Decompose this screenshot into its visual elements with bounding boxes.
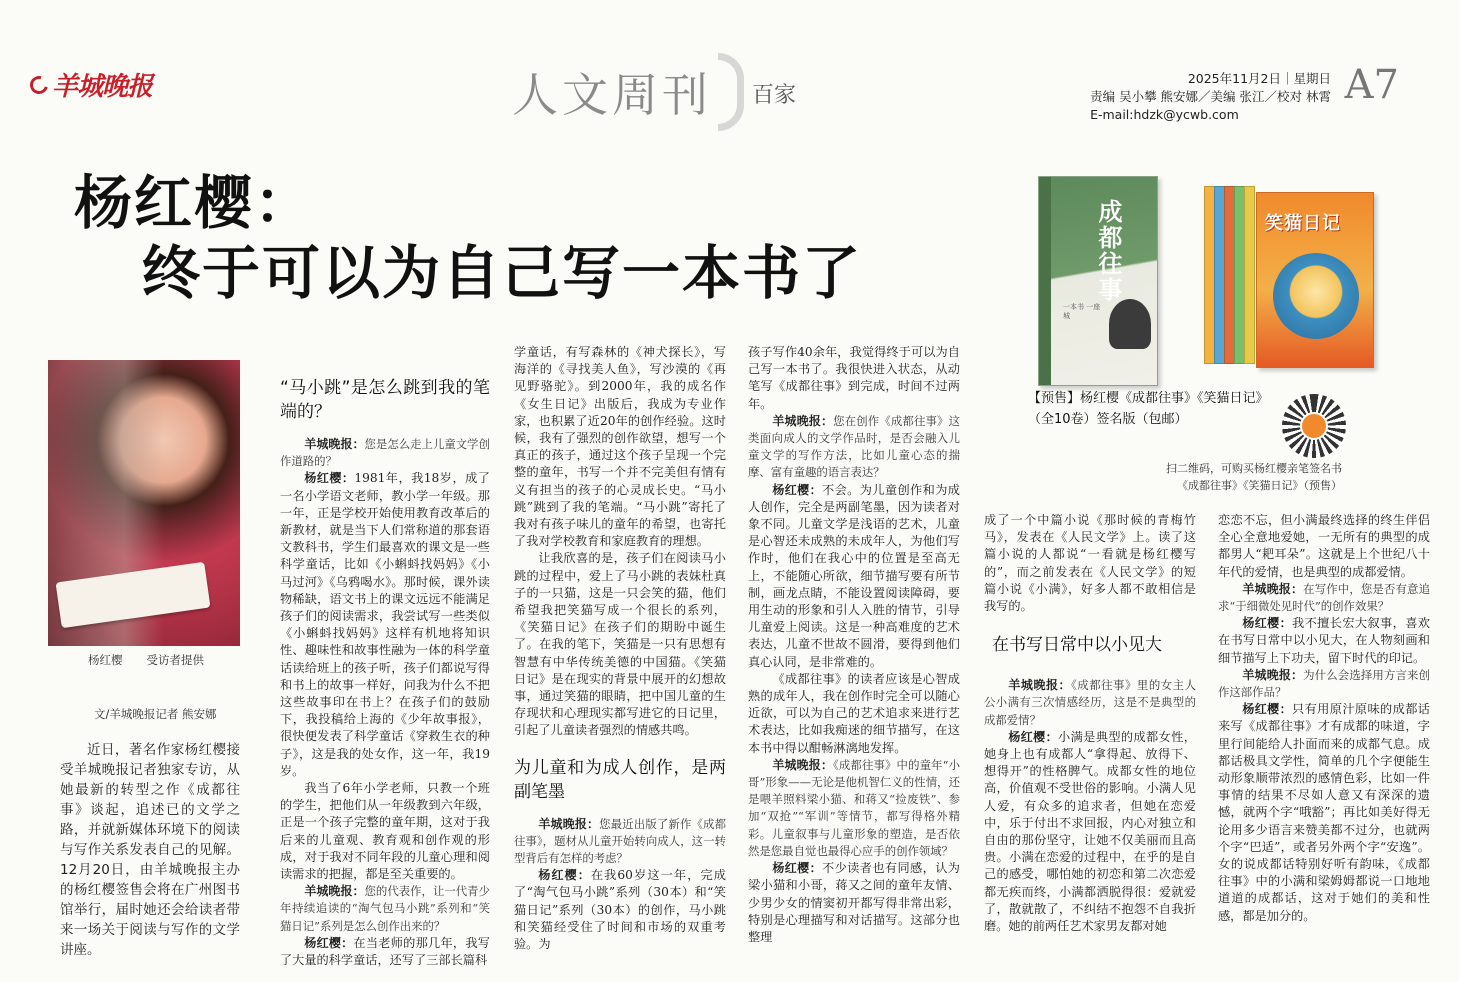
section-subtitle: 百家 xyxy=(752,82,797,108)
book-cover-chengdu xyxy=(1038,176,1158,386)
bracket-ornament-icon xyxy=(718,53,744,131)
presale-promo: 【预售】杨红樱《成都往事》《笑猫日记》（全10卷）签名版（包邮） xyxy=(1028,391,1269,427)
logo-text: 羊城晚报 xyxy=(52,72,153,102)
paragraph: 学童话，有写森林的《神犬探长》，写海洋的《寻找美人鱼》，写沙漠的《再见野骆驼》。到2000年，我的成名作《女生日记》出版后，我成为专业作家，也积累了近20年的创作经验。这时候，我有了强烈的创作欲望，想写一个真正的孩子，通过这个孩子呈现一个完整的童年，书写一个并不完美但有情有义有担当的孩子的心灵成长史。“马小跳”跳到了我的笔端。“马小跳”寄托了我对有孩子味儿的童年的希望，也寄托了我对学校教育和家庭教育的理想。 xyxy=(514,345,726,549)
intro-paragraph: 近日，著名作家杨红樱接受羊城晚报记者独家专访，从她最新的转型之作《成都往事》谈起，追述已的文学之路，并就新媒体环境下的阅读与写作关系发表自己的见解。12月20日，由羊城晚报主办的杨红樱签售会将在广州图书馆举行，届时她还会给读者带来一场关于阅读与写作的文学讲座。 xyxy=(60,742,240,958)
book-cover-xiaomao xyxy=(1256,192,1374,368)
book-title-xiaomao: 笑猫日记 xyxy=(1265,213,1341,234)
book-spine xyxy=(1244,186,1255,364)
question-label: 羊城晚报： xyxy=(304,437,365,451)
qr-logo-icon xyxy=(1300,412,1328,440)
byline: 文/羊城晚报记者 熊安娜 xyxy=(94,707,217,721)
answer-text: 只有用原汁原味的成都话来写《成都往事》才有成都的味道，字里行间能给人扑面而来的成都气息。成都话极具文学性，简单的几个字便能生动形象顺带浓烈的感情色彩，比如一件事情的结果不尽如人意又有深深的遗憾，就两个字“哦豁”；再比如美好得无论用多少语言来赞美都不过分，也就两个字“巴适”，或者另外两个字“安逸”。女的说成都话特别好听有韵味，《成都往事》中的小满和梁姆姆都说一口地地道道的成都话，这对于她们的美和性感，都是加分的。 xyxy=(1218,702,1430,923)
contact-email: E-mail:hdzk@ycwb.com xyxy=(1090,107,1239,122)
answer-text: 我不擅长宏大叙事，喜欢在书写日常中以小见大，在人物刻画和细节描写上下功夫，留下时代的印记。 xyxy=(1218,616,1430,665)
answer-label: 杨红樱： xyxy=(772,861,822,876)
photo-caption-credit: 受访者提供 xyxy=(146,653,204,667)
answer-text: 小满是典型的成都女性，她身上也有成都人“拿得起、放得下、想得开”的性格脾气。成都女性的地位高，价值观不受世俗的影响。小满人见人爱，有众多的追求者，但她在恋爱中，乐于付出不求回报，内心对独立和自由的那份坚守，让她不仅美丽而且高贵。小满在恋爱的过程中，在乎的是自己的感受，哪怕她的初恋和第二次恋爱都无疾而终，小满都洒脱得很：爱就爱了，散就散了，不纠结不抱怨不自我折磨。她的前两任艺术家男友都对她 xyxy=(984,729,1196,934)
question-label: 羊城晚报： xyxy=(1008,678,1072,693)
book-title-chengdu: 成都往事 xyxy=(1094,199,1123,303)
article-column-1 xyxy=(280,366,490,969)
paragraph: 恋恋不忘，但小满最终选择的终生伴侣全心全意地爱她，一无所有的典型的成都男人“耙耳朵”。这就是上个世纪八十年代的爱情，也是典型的成都爱情。 xyxy=(1218,513,1430,579)
answer-label: 杨红樱： xyxy=(1008,729,1058,744)
qr-caption-line-1: 扫二维码，可购买杨红樱亲笔签名书 xyxy=(1166,462,1342,475)
book-set-xiaomao xyxy=(1204,186,1374,376)
cat-illustration-icon xyxy=(1273,253,1359,339)
article-column-3 xyxy=(748,344,960,946)
question-label: 羊城晚报： xyxy=(538,816,600,831)
book-spine xyxy=(1039,177,1051,385)
question-text: 在写作中，您是否有意追求“于细微处见时代”的创作效果？ xyxy=(1218,581,1430,614)
question-text: 您的代表作，让一代青少年持续追读的“淘气包马小跳”系列和“笑猫日记”系列是怎么创作出来的？ xyxy=(280,884,490,933)
answer-label: 杨红樱： xyxy=(304,471,355,486)
editors-line: 责编 吴小攀 熊安娜／美编 张江／校对 林霄 xyxy=(1090,89,1331,104)
page-number: A7 xyxy=(1344,62,1399,108)
question-label: 羊城晚报： xyxy=(304,884,365,899)
qr-caption-line-2: 《成都往事》《笑猫日记》（预售） xyxy=(1177,479,1342,492)
section-heading: “马小跳”是怎么跳到我的笔端的？ xyxy=(280,378,490,422)
answer-text: 不少读者也有同感，认为梁小猫和小哥，蒋又之间的童年友情、少男少女的情窦初开都写得非常出彩，特别是心理描写和对话描写。这部分也整理 xyxy=(748,861,960,944)
paragraph: 我当了6年小学老师，只教一个班的学生，把他们从一年级教到六年级，正是一个孩子完整的童年期，这对于我后来的儿童观、教育观和创作观的形成，对于我对不同年段的儿童心理和阅读需求的把握，都是至关重要的。 xyxy=(280,781,490,882)
section-title: 人文周刊 xyxy=(512,68,712,122)
answer-label: 杨红樱： xyxy=(1242,616,1292,631)
answer-label: 杨红樱： xyxy=(1242,702,1292,717)
book-covers xyxy=(1036,172,1376,394)
section-heading: 为儿童和为成人创作，是两副笔墨 xyxy=(514,757,726,802)
headline-line-2: 终于可以为自己写一本书了 xyxy=(142,239,863,307)
photo-caption-name: 杨红樱 xyxy=(88,653,123,667)
answer-label: 杨红樱： xyxy=(772,482,822,497)
paragraph: 孩子写作40余年，我觉得终于可以为自己写一本书了。我很快进入状态，从动笔写《成都往事》到完成，时间不过两年。 xyxy=(748,345,960,411)
question-label: 羊城晚报： xyxy=(772,757,834,772)
logo-swirl-icon xyxy=(27,72,52,97)
question-label: 羊城晚报： xyxy=(772,413,834,428)
section-masthead xyxy=(512,52,796,132)
book-caption: 一本书 一座城 xyxy=(1063,303,1101,320)
question-text: 为什么会选择用方言来创作这部作品？ xyxy=(1218,667,1430,700)
article-column-2 xyxy=(514,344,726,953)
paragraph: 让我欣喜的是，孩子们在阅读马小跳的过程中，爱上了马小跳的表妹杜真子的一只猫，这是一只会笑的猫，他们希望我把笑猫写成一个很长的系列，《笑猫日记》在孩子们的期盼中诞生了。在我的笔下，笑猫是一只有思想有智慧有中华传统美德的中国猫。《笑猫日记》是在现实的背景中展开的幻想故事，通过笑猫的眼睛，把中国儿童的生存现状和心理现实都写进它的日记里，引起了儿童读者强烈的情感共鸣。 xyxy=(514,551,726,738)
issue-date: 2025年11月2日｜星期日 xyxy=(1187,71,1331,86)
headline-line-1: 杨红樱： xyxy=(74,169,315,237)
question-text: 《成都往事》中的童年“小哥”形象——无论是他机智仁义的性情，还是喂羊照料梁小猫、和蒋又“捡废铁”、参加“双抢”“军训”等情节，都写得格外精彩。儿童叙事与儿童形象的塑造，是否依然是您最自觉也最得心应手的创作领域？ xyxy=(748,757,960,858)
question-text: 您最近出版了新作《成都往事》，题材从儿童开始转向成人，这一转型背后有怎样的考虑？ xyxy=(514,816,726,866)
photo-caption xyxy=(88,652,204,668)
paragraph: 《成都往事》的读者应该是心智成熟的成年人，我在创作时完全可以随心近欲，可以为自己的艺术追求来进行艺术表达，比如我痴迷的细节描写，在这本书中得以酣畅淋漓地发挥。 xyxy=(748,671,960,755)
qr-code-icon[interactable] xyxy=(1282,394,1346,458)
answer-label: 杨红樱： xyxy=(538,868,591,883)
question-text: 您在创作《成都往事》这类面向成人的文学作品时，是否会融入儿童文学的写作方法，比如儿童心态的揣摩、富有童趣的语言表达？ xyxy=(748,413,960,480)
author-photo xyxy=(48,360,240,646)
newspaper-logo xyxy=(30,66,152,103)
issue-info xyxy=(1090,70,1331,124)
answer-label: 杨红樱： xyxy=(304,935,354,950)
author-portrait-icon xyxy=(1109,299,1151,349)
question-text: 您是怎么走上儿童文学创作道路的？ xyxy=(280,437,490,469)
question-text: 《成都往事》里的女主人公小满有三次情感经历，这是不是典型的成都爱情？ xyxy=(984,678,1196,727)
answer-text: 在当老师的那几年，我写了大量的科学童话，还写了三部长篇科 xyxy=(280,935,490,968)
paragraph: 成了一个中篇小说《那时候的青梅竹马》，发表在《人民文学》上。读了这篇小说的人都说“一看就是杨红樱写的”，而之前发表在《人民文学》的短篇小说《小满》，好多人都不敢相信是我写的。 xyxy=(984,513,1196,614)
article-column-5 xyxy=(1218,512,1430,925)
question-label: 羊城晚报： xyxy=(1242,581,1304,596)
article-column-4 xyxy=(984,512,1196,935)
question-label: 羊城晚报： xyxy=(1242,667,1304,682)
answer-text: 1981年，我18岁，成了一名小学语文老师，教小学一年级。那一年，正是学校开始使用教育改革后的新教材，就是当下人们常称道的那套语文教科书，学生们最喜欢的课文是一些科学童话，比如《小蝌蚪找妈妈》《小马过河》《乌鸦喝水》。那时候，课外读物稀缺，语文书上的课文远远不能满足孩子们的阅读需求，我尝试写一些类似《小蝌蚪找妈妈》这样有机地将知识性、趣味性和故事性融为一体的科学童话读给班上的孩子听，孩子们都说写得和书上的故事一样好，问我为什么不把这些故事印在书上？在孩子们的鼓励下，我投稿给上海的《少年故事报》，很快便发表了科学童话《穿救生衣的种子》，这是我的处女作，这一年，我19岁。 xyxy=(280,471,490,778)
answer-text: 不会。为儿童创作和为成人创作，完全是两副笔墨，因为读者对象不同。儿童文学是浅语的艺术，儿童是心智还未成熟的未成年人，为他们写作时，他们在我心中的位置是至高无上，不能随心所欲，细节描写要有所节制，画龙点睛，不能设置阅读障碍，要用生动的形象和引人入胜的情节，引导儿童爱上阅读。这是一种高难度的艺术表达，儿童不世故不圆滑，要得到他们真心认同，是非常难的。 xyxy=(748,482,960,669)
answer-text: 在我60岁这一年，完成了“淘气包马小跳”系列（30本）和“笑猫日记”系列（30本）的创作，马小跳和笑猫经受住了时间和市场的双重考验。为 xyxy=(514,868,726,952)
qr-caption xyxy=(1042,460,1342,494)
article-headline xyxy=(74,168,862,308)
section-heading: 在书写日常中以小见大 xyxy=(992,635,1162,656)
